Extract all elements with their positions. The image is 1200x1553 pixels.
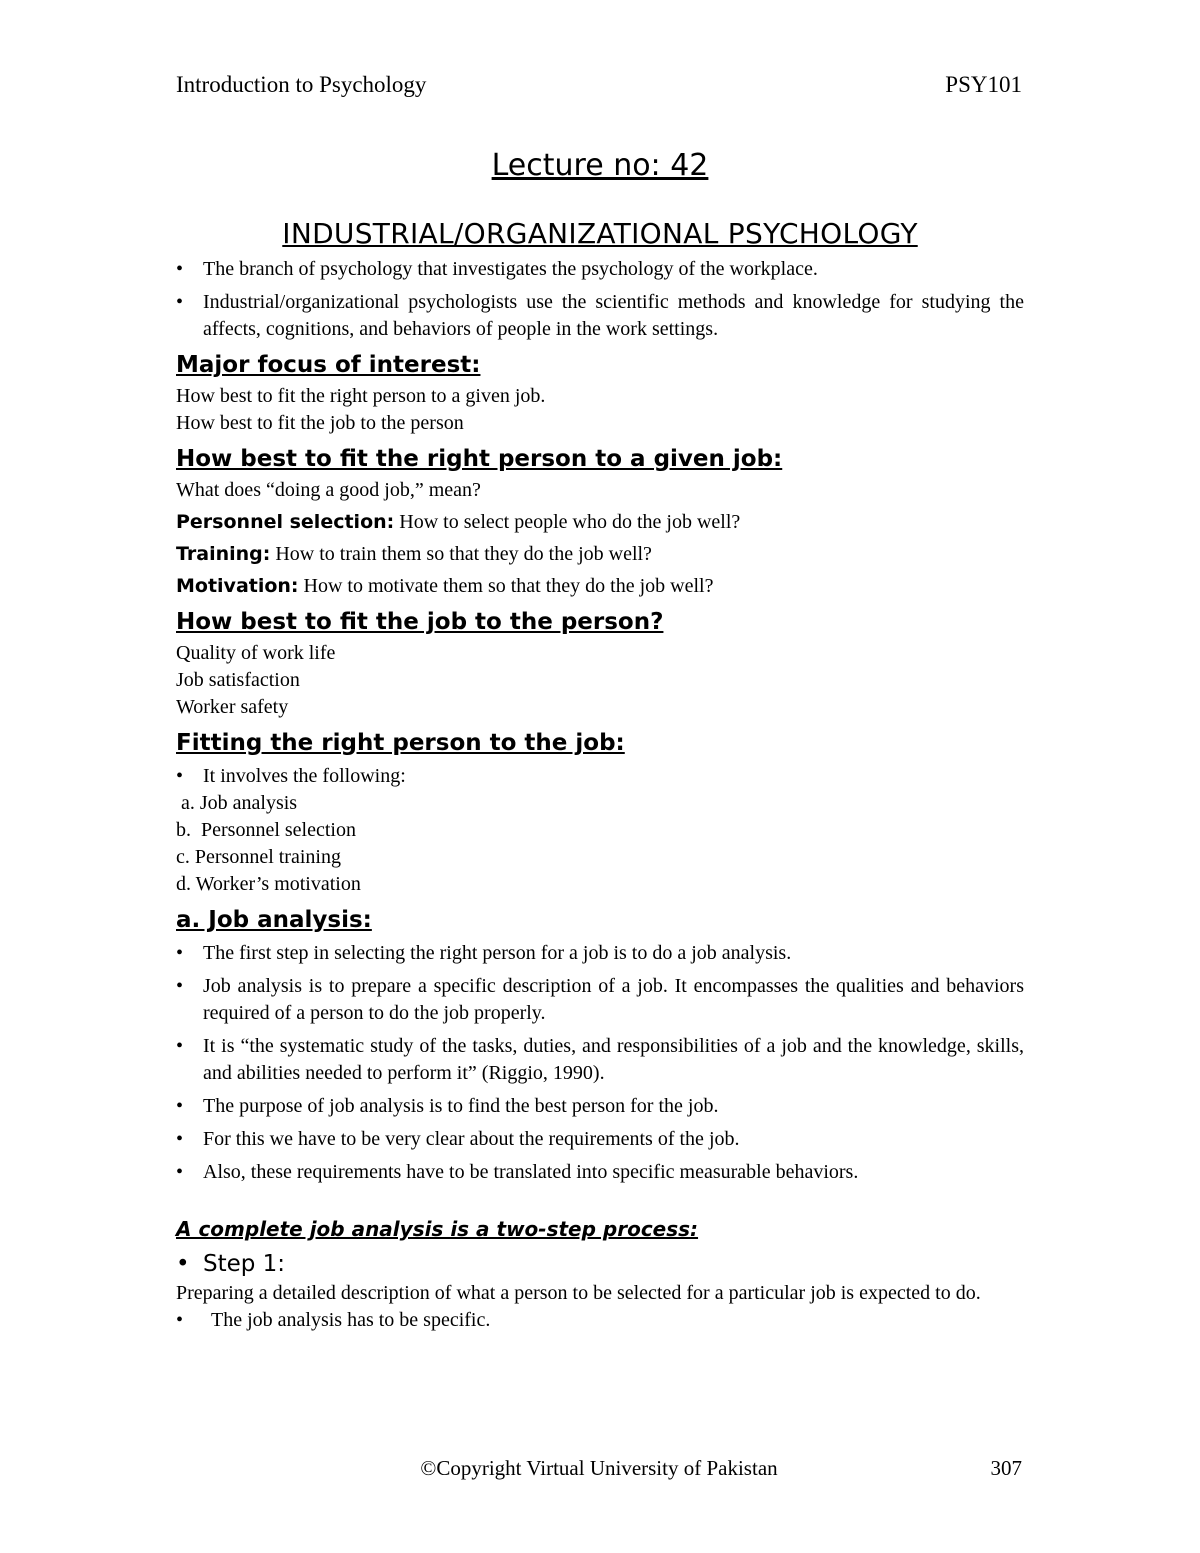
heading-fit-job: How best to fit the job to the person? [176, 609, 664, 635]
fitting-line: b. Personnel selection [176, 819, 356, 841]
fit-job-line: Job satisfaction [176, 669, 300, 691]
list-item: • Industrial/organizational psychologists use the scientific methods and knowledge for studying the affects, cognitions, and behaviors of people in the work settings. [176, 291, 1024, 340]
main-title: INDUSTRIAL/ORGANIZATIONAL PSYCHOLOGY [282, 217, 918, 250]
focus-line: How best to fit the right person to a given job. [176, 385, 546, 407]
document-body [176, 146, 1024, 1340]
heading-fitting: Fitting the right person to the job: [176, 730, 625, 756]
course-code: PSY101 [945, 72, 1022, 97]
copyright: ©Copyright Virtual University of Pakistan [420, 1456, 778, 1480]
heading-job-analysis: a. Job analysis: [176, 907, 372, 933]
list-item: • It is “the systematic study of the tasks, duties, and responsibilities of a job and the knowledge, skills, and abilities needed to perform it” (Riggio, 1990). [176, 1035, 1024, 1084]
step-bullets [176, 1307, 1024, 1334]
question-line: What does “doing a good job,” mean? [176, 479, 481, 501]
fitting-line: c. Personnel training [176, 846, 341, 868]
intro-bullets [176, 256, 1024, 343]
item-motivation: Motivation: How to motivate them so that they do the job well? [176, 575, 714, 597]
heading-major-focus: Major focus of interest: [176, 352, 481, 378]
list-item: • It involves the following: [176, 763, 1024, 790]
item-personnel-selection: Personnel selection: How to select people who do the job well? [176, 511, 741, 533]
bullet-icon: • [176, 942, 184, 964]
bullet-icon: • [176, 1251, 190, 1277]
list-item: • Job analysis is to prepare a specific description of a job. It encompasses the qualities and behaviors required of a person to do the job properly. [176, 975, 1024, 1024]
fit-job-line: Worker safety [176, 696, 289, 718]
bullet-icon: • [176, 765, 184, 787]
course-title: Introduction to Psychology [176, 72, 427, 97]
bullet-icon: • [176, 291, 184, 313]
bullet-icon: • [176, 975, 184, 997]
lecture-title: Lecture no: 42 [491, 148, 709, 183]
fitting-bullets [176, 763, 1024, 790]
heading-fit-person: How best to fit the right person to a given job: [176, 446, 783, 472]
bullet-icon: • [176, 1309, 184, 1331]
fit-job-line: Quality of work life [176, 642, 336, 664]
job-analysis-bullets [176, 940, 1024, 1186]
bullet-icon: • [176, 1128, 184, 1150]
page-number: 307 [990, 1456, 1022, 1480]
bullet-icon: • [176, 1035, 184, 1057]
bullet-icon: • [176, 1161, 184, 1183]
list-item: • The purpose of job analysis is to find the best person for the job. [176, 1093, 1024, 1120]
list-item: • The job analysis has to be specific. [176, 1307, 1024, 1334]
list-item: • For this we have to be very clear about the requirements of the job. [176, 1126, 1024, 1153]
bullet-icon: • [176, 258, 184, 280]
fitting-line: d. Worker’s motivation [176, 873, 361, 895]
step-1: • Step 1: [176, 1248, 1024, 1280]
list-item: • The branch of psychology that investigates the psychology of the workplace. [176, 256, 1024, 283]
step-1-text: Preparing a detailed description of what a person to be selected for a particular job is expected to do. [176, 1282, 981, 1304]
fitting-line: a. Job analysis [176, 792, 298, 814]
heading-two-step: A complete job analysis is a two-step process: [176, 1217, 699, 1241]
bullet-icon: • [176, 1095, 184, 1117]
list-item: • Also, these requirements have to be translated into specific measurable behaviors. [176, 1159, 1024, 1186]
page-header [176, 72, 1022, 98]
item-training: Training: How to train them so that they do the job well? [176, 543, 652, 565]
list-item: • The first step in selecting the right person for a job is to do a job analysis. [176, 940, 1024, 967]
focus-line: How best to fit the job to the person [176, 412, 464, 434]
